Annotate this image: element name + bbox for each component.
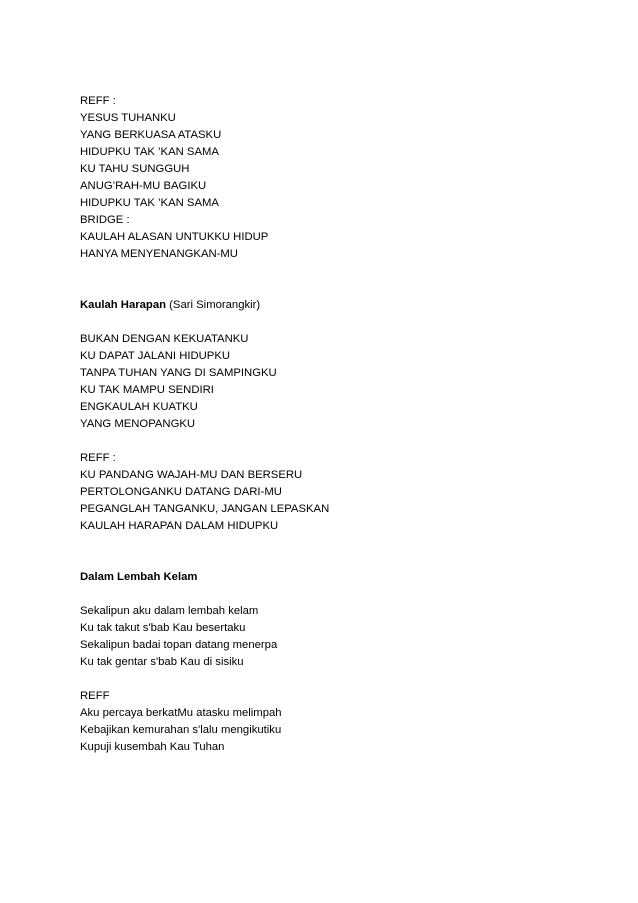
section1-lyrics [80, 93, 600, 263]
lyric-line: HIDUPKU TAK ’KAN SAMA [80, 197, 219, 209]
lyric-line: KU TAHU SUNGGUH [80, 163, 190, 175]
lyric-line: Sekalipun badai topan datang menerpa [80, 639, 278, 651]
spacer [80, 314, 600, 331]
lyric-line: REFF : [80, 452, 116, 464]
song2 [80, 297, 600, 535]
lyric-line: REFF [80, 690, 110, 702]
lyric-line: BRIDGE : [80, 214, 130, 226]
spacer [80, 586, 600, 603]
spacer [80, 671, 600, 688]
lyric-line: REFF : [80, 95, 116, 107]
lyric-line: Kebajikan kemurahan s'lalu mengikutiku [80, 724, 282, 736]
lyric-line: KU TAK MAMPU SENDIRI [80, 384, 214, 396]
lyric-line: Ku tak takut s'bab Kau besertaku [80, 622, 246, 634]
song-title-line [80, 297, 600, 314]
spacer [80, 535, 600, 569]
lyric-line: KU DAPAT JALANI HIDUPKU [80, 350, 231, 362]
song3 [80, 569, 600, 756]
lyric-line: PEGANGLAH TANGANKU, JANGAN LEPASKAN [80, 503, 330, 515]
lyric-line: KU PANDANG WAJAH-MU DAN BERSERU [80, 469, 303, 481]
spacer [80, 433, 600, 450]
lyric-line: ENGKAULAH KUATKU [80, 401, 198, 413]
lyric-line: Kupuji kusembah Kau Tuhan [80, 741, 225, 753]
lyric-line: KAULAH HARAPAN DALAM HIDUPKU [80, 520, 279, 532]
lyric-line: PERTOLONGANKU DATANG DARI-MU [80, 486, 282, 498]
lyric-line: Sekalipun aku dalam lembah kelam [80, 605, 259, 617]
lyric-line: BUKAN DENGAN KEKUATANKU [80, 333, 249, 345]
song-title: Kaulah Harapan [80, 299, 167, 311]
lyric-line: HIDUPKU TAK ’KAN SAMA [80, 146, 219, 158]
document-page [80, 93, 600, 756]
lyric-line: YESUS TUHANKU [80, 112, 176, 124]
lyric-line: TANPA TUHAN YANG DI SAMPINGKU [80, 367, 277, 379]
song-author: (Sari Simorangkir) [166, 299, 261, 311]
lyric-line: KAULAH ALASAN UNTUKKU HIDUP [80, 231, 269, 243]
lyric-line: ANUG’RAH-MU BAGIKU [80, 180, 207, 192]
song-title: Dalam Lembah Kelam [80, 571, 198, 583]
lyric-line: HANYA MENYENANGKAN-MU [80, 248, 238, 260]
lyric-line: Aku percaya berkatMu atasku melimpah [80, 707, 282, 719]
spacer [80, 263, 600, 297]
lyric-line: YANG BERKUASA ATASKU [80, 129, 222, 141]
lyric-line: Ku tak gentar s'bab Kau di sisiku [80, 656, 244, 668]
lyric-line: YANG MENOPANGKU [80, 418, 196, 430]
